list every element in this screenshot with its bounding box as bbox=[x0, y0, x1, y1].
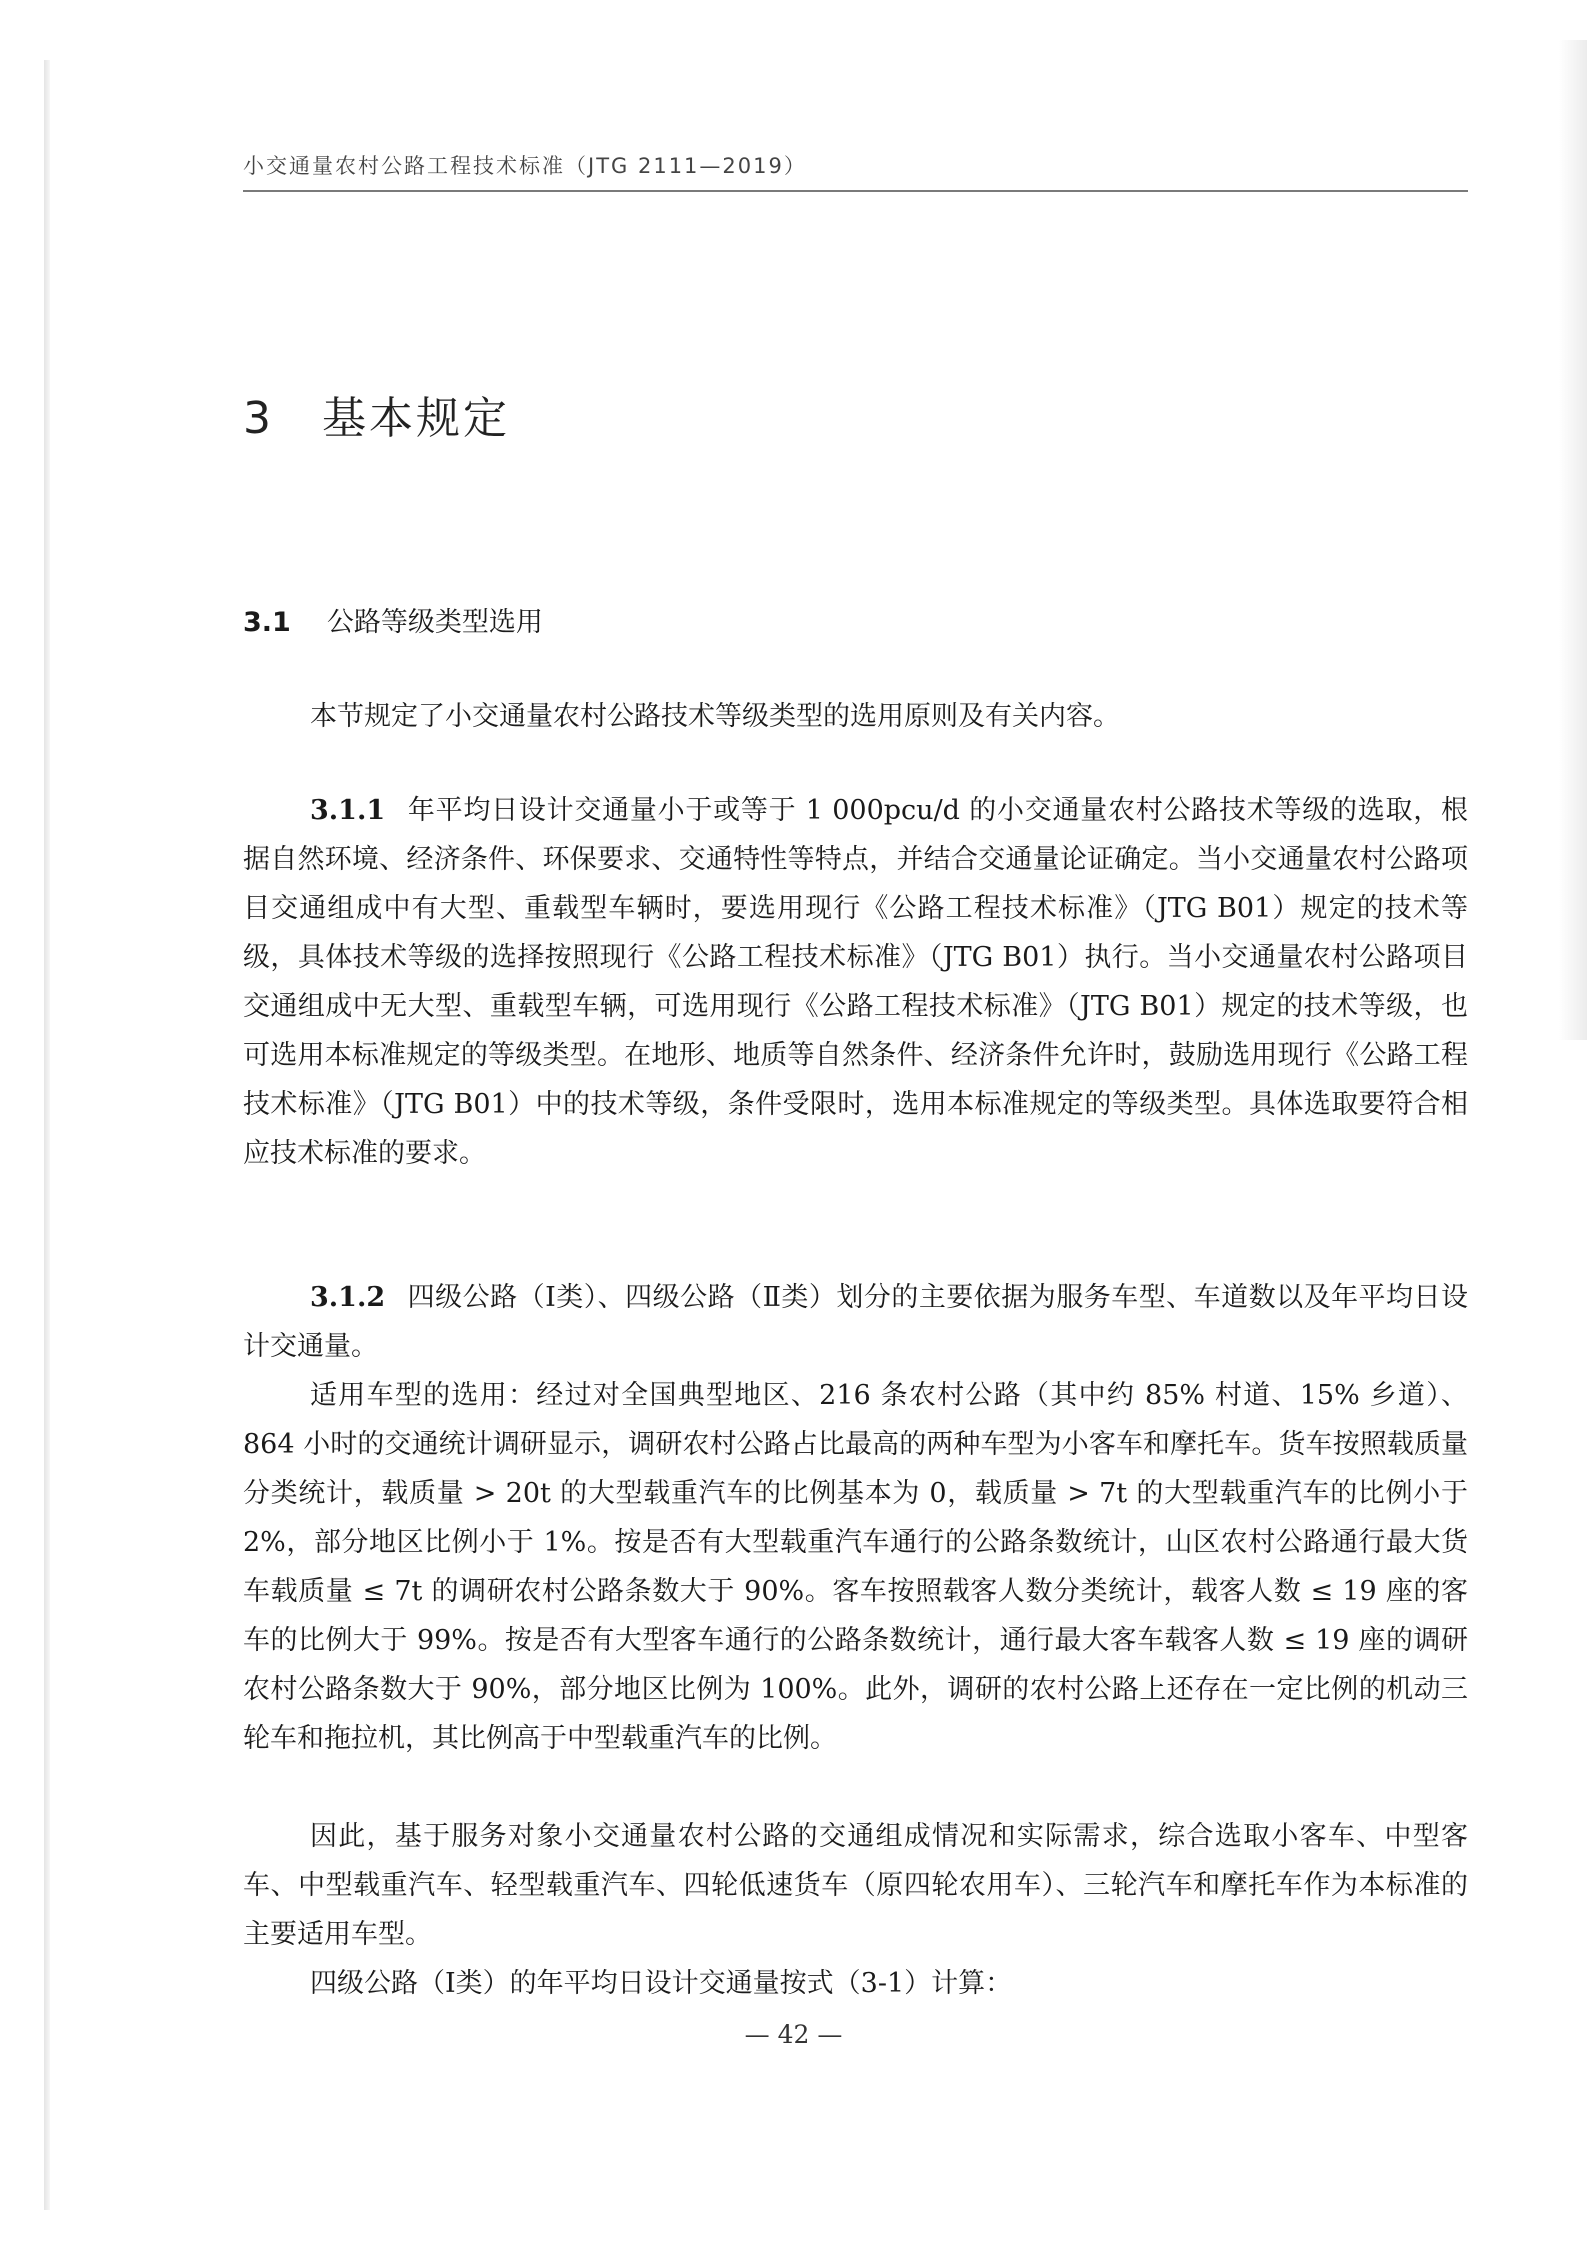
scan-edge-right bbox=[1559, 40, 1587, 1040]
header-rule bbox=[243, 190, 1468, 192]
page-number: — 42 — bbox=[744, 2020, 843, 2049]
section-intro: 本节规定了小交通量农村公路技术等级类型的选用原则及有关内容。 bbox=[310, 701, 1120, 732]
section-heading bbox=[243, 600, 543, 639]
clause-3-1-2-vehicle-paragraph: 适用车型的选用：经过对全国典型地区、216 条农村公路（其中约 85% 村道、15% 乡道）、864 小时的交通统计调研显示，调研农村公路占比最高的两种车型为小客车和摩托车。货车按照载质量分类统计，载质量 > 20t 的大型载重汽车的比例基本为 0，载质量 > 7t 的大型载重汽车的比例小于 2%，部分地区比例小于 1%。按是否有大型载重汽车通行的公路条数统计，山区农村公路通行最大货车载质量 ≤ 7t 的调研农村公路条数大于 90%。客车按照载客人数分类统计，载客人数 ≤ 19 座的客车的比例大于 99%。按是否有大型客车通行的公路条数统计，通行最大客车载客人数 ≤ 19 座的调研农村公路条数大于 90%，部分地区比例为 100%。此外，调研的农村公路上还存在一定比例的机动三轮车和拖拉机，其比例高于中型载重汽车的比例。 bbox=[243, 1380, 1468, 1754]
chapter-title bbox=[243, 382, 510, 446]
clause-3-1-2-text: 四级公路（Ⅰ类）、四级公路（Ⅱ类）划分的主要依据为服务车型、车道数以及年平均日设计交通量。 bbox=[243, 1282, 1468, 1362]
clause-3-1-2-formula-intro: 四级公路（Ⅰ类）的年平均日设计交通量按式（3-1）计算： bbox=[310, 1968, 1013, 1999]
clause-3-1-2-number: 3.1.2 bbox=[310, 1282, 386, 1313]
chapter-title-text: 基本规定 bbox=[322, 393, 510, 444]
scan-edge-left bbox=[44, 60, 50, 2210]
clause-3-1-1-text: 年平均日设计交通量小于或等于 1 000pcu/d 的小交通量农村公路技术等级的选取，根据自然环境、经济条件、环保要求、交通特性等特点，并结合交通量论证确定。当小交通量农村公路项目交通组成中有大型、重载型车辆时，要选用现行《公路工程技术标准》（JTG B01）规定的技术等级，具体技术等级的选择按照现行《公路工程技术标准》（JTG B01）执行。当小交通量农村公路项目交通组成中无大型、重载型车辆，可选用现行《公路工程技术标准》（JTG B01）规定的技术等级，也可选用本标准规定的等级类型。在地形、地质等自然条件、经济条件允许时，鼓励选用现行《公路工程技术标准》（JTG B01）中的技术等级，条件受限时，选用本标准规定的等级类型。具体选取要符合相应技术标准的要求。 bbox=[243, 795, 1468, 1169]
clause-3-1-1 bbox=[243, 786, 1468, 1178]
section-title: 公路等级类型选用 bbox=[326, 607, 543, 638]
clause-3-1-1-number: 3.1.1 bbox=[310, 795, 386, 826]
section-number: 3.1 bbox=[243, 607, 291, 638]
clause-3-1-2 bbox=[243, 1273, 1468, 1371]
clause-3-1-2-conclusion-paragraph: 因此，基于服务对象小交通量农村公路的交通组成情况和实际需求，综合选取小客车、中型客车、中型载重汽车、轻型载重汽车、四轮低速货车（原四轮农用车）、三轮汽车和摩托车作为本标准的主要适用车型。 bbox=[243, 1821, 1468, 1950]
chapter-number: 3 bbox=[243, 393, 274, 444]
running-header: 小交通量农村公路工程技术标准（JTG 2111—2019） bbox=[243, 154, 807, 178]
